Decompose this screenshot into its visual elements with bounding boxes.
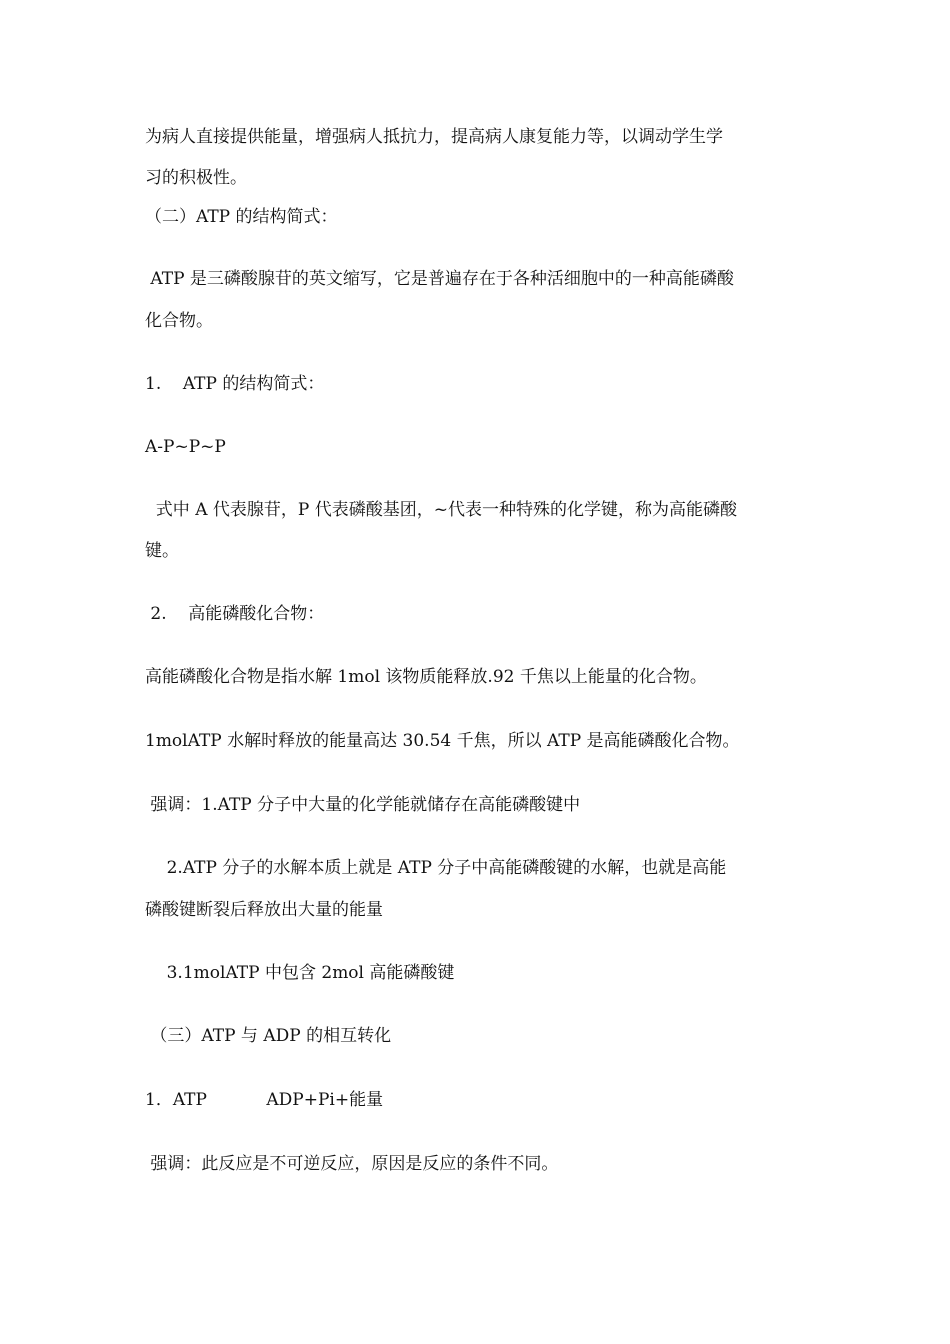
text-line: 化合物。 <box>145 311 213 331</box>
text-line: 为病人直接提供能量，增强病人抵抗力，提高病人康复能力等，以调动学生学 <box>145 127 723 147</box>
formula-text: A-P~P~P <box>145 437 226 457</box>
section-heading: （三）ATP 与 ADP 的相互转化 <box>145 1026 392 1046</box>
emphasis-line: 强调：1.ATP 分子中大量的化学能就储存在高能磷酸键中 <box>145 795 581 815</box>
text-line: 1molATP 水解时释放的能量高达 30.54 千焦，所以 ATP 是高能磷酸化合物。 <box>145 731 740 751</box>
emphasis-line: 强调：此反应是不可逆反应，原因是反应的条件不同。 <box>145 1154 559 1174</box>
emphasis-line: 2.ATP 分子的水解本质上就是 ATP 分子中高能磷酸键的水解，也就是高能 <box>145 858 727 878</box>
section-heading: （二）ATP 的结构简式： <box>145 207 338 227</box>
reaction-line: 1．ATP ADP+Pi+能量 <box>145 1090 384 1110</box>
list-item-heading: 2. 高能磷酸化合物： <box>145 604 325 624</box>
list-item-heading: 1. ATP 的结构简式： <box>145 374 325 394</box>
text-line: 高能磷酸化合物是指水解 1mol 该物质能释放.92 千焦以上能量的化合物。 <box>145 667 707 687</box>
emphasis-line: 3.1molATP 中包含 2mol 高能磷酸键 <box>145 963 455 983</box>
text-line: 式中 A 代表腺苷，P 代表磷酸基团，~代表一种特殊的化学键，称为高能磷酸 <box>145 500 737 520</box>
emphasis-line: 磷酸键断裂后释放出大量的能量 <box>145 900 383 920</box>
text-line: 键。 <box>145 541 179 561</box>
text-line: 习的积极性。 <box>145 168 247 188</box>
text-line: ATP 是三磷酸腺苷的英文缩写，它是普遍存在于各种活细胞中的一种高能磷酸 <box>145 269 734 289</box>
